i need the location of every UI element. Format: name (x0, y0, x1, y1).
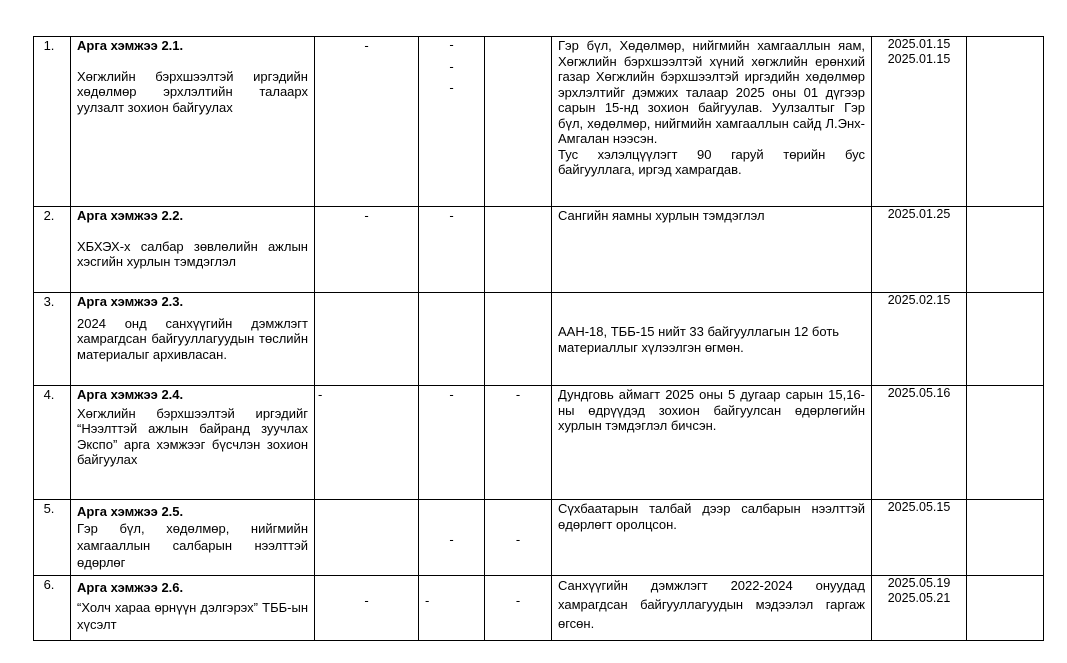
result-text: Сүхбаатарын талбай дээр салбарын нээлттэй өдөрлөгт оролцсон. (558, 501, 865, 532)
activity-cell (71, 500, 315, 576)
dash: - (449, 387, 454, 402)
col3-cell (315, 293, 419, 386)
dash: - (449, 59, 454, 74)
result-text: ААН-18, ТББ-15 нийт 33 байгууллагын 12 боть материаллыг хүлээлгэн өгмөн. (558, 324, 840, 355)
result-cell (552, 386, 872, 500)
activity-cell (71, 37, 315, 207)
activity-title: Арга хэмжээ 2.2. (77, 208, 184, 223)
dash: - (425, 593, 430, 608)
activity-description: “Холч хараа өрнүүн дэлгэрэх” ТББ-ын хүсэлт (77, 599, 308, 632)
row-number: 2. (34, 207, 71, 293)
result-text: Дундговь аймагт 2025 оны 5 дугаар сарын 15,16-ны өдрүүдэд зохион байгуулсан өдөрлөгийн хурлын тэмдэглэл бичсэн. (558, 387, 865, 433)
col4-cell (419, 576, 485, 641)
activity-description: Хөгжлийн бэрхшээлтэй иргэдийн хөдөлмөр эрхлэлтийн талаарх уулзалт зохион байгуулах (77, 68, 308, 115)
date: 2025.05.16 (887, 386, 951, 400)
col3-cell (315, 576, 419, 641)
activity-description: Гэр бүл, хөдөлмөр, нийгмийн хамгааллын салбарын нээлттэй өдөрлөг (77, 520, 308, 570)
col5-cell (485, 576, 552, 641)
date-cell (872, 500, 967, 576)
dash: - (515, 532, 521, 547)
table-row (34, 207, 1044, 293)
activity-cell (71, 386, 315, 500)
last-cell (967, 293, 1044, 386)
date-cell (872, 37, 967, 207)
date: 2025.01.25 (887, 207, 951, 221)
result-cell (552, 576, 872, 641)
activity-description: 2024 онд санхүүгийн дэмжлэгт хамрагдсан байгууллагуудын төслийн материалыг архивласан. (77, 315, 308, 362)
col4-cell (419, 293, 485, 386)
date: 2025.01.15 (887, 37, 951, 51)
col4-cell (419, 386, 485, 500)
col3-cell (315, 500, 419, 576)
col5-cell (485, 37, 552, 207)
activity-cell (71, 207, 315, 293)
result-text: Гэр бүл, Хөдөлмөр, нийгмийн хамгааллын яам, Хөгжлийн бэрхшээлтэй хүний хөгжлийн ерөнхий газар Хөгжлийн бэрхшээлтэй иргэдийн хөдөлмөр эрхлэлтийг дэмжих талаар 2025 оны 01 дүгээр сарын 15-нд зохион байгуулав. Уулзалтыг Гэр бүл, хөдөлмөр, нийгмийн хамгааллын сайд Л.Энх-Амгалан нээсэн. (558, 38, 865, 146)
activity-title: Арга хэмжээ 2.4. (77, 387, 184, 402)
col4-cell (419, 500, 485, 576)
activity-title: Арга хэмжээ 2.5. (77, 504, 184, 519)
activity-cell (71, 293, 315, 386)
date: 2025.01.15 (887, 52, 951, 66)
result-cell (552, 207, 872, 293)
result-cell (552, 293, 872, 386)
table-row (34, 37, 1044, 207)
col3-cell (315, 207, 419, 293)
row-number: 1. (34, 37, 71, 207)
activity-description: Хөгжлийн бэрхшээлтэй иргэдийг “Нээлттэй ажлын байранд зуучлах Экспо” арга хэмжээг бүсчлэн зохион байгуулах (77, 405, 308, 467)
last-cell (967, 386, 1044, 500)
col4-cell (419, 37, 485, 207)
activity-title: Арга хэмжээ 2.1. (77, 38, 184, 53)
dash: - (449, 532, 454, 547)
dash: - (364, 593, 369, 608)
activity-cell (71, 576, 315, 641)
result-text: Сангийн яамны хурлын тэмдэглэл (558, 208, 765, 223)
col5-cell (485, 500, 552, 576)
row-number: 4. (34, 386, 71, 500)
result-cell (552, 500, 872, 576)
dash: - (515, 387, 521, 402)
last-cell (967, 207, 1044, 293)
date-cell (872, 207, 967, 293)
col4-cell (419, 207, 485, 293)
activities-table (33, 36, 1044, 641)
dash: - (364, 38, 369, 53)
col5-cell (485, 386, 552, 500)
table-row (34, 576, 1044, 641)
activity-title: Арга хэмжээ 2.6. (77, 580, 184, 595)
col3-cell (315, 37, 419, 207)
row-number: 5. (34, 500, 71, 576)
date: 2025.05.21 (887, 591, 951, 605)
last-cell (967, 500, 1044, 576)
dash: - (449, 37, 454, 52)
col3-cell (315, 386, 419, 500)
dash: - (364, 208, 369, 223)
row-number: 6. (34, 576, 71, 641)
result-text: Санхүүгийн дэмжлэгт 2022-2024 онуудад хамрагдсан байгууллагуудын мэдээлэл гаргаж өгсөн. (558, 578, 865, 631)
table-row (34, 293, 1044, 386)
date: 2025.05.15 (887, 500, 951, 514)
dash: - (449, 80, 454, 95)
row-number: 3. (34, 293, 71, 386)
last-cell (967, 37, 1044, 207)
dash: - (449, 208, 454, 223)
last-cell (967, 576, 1044, 641)
activity-title: Арга хэмжээ 2.3. (77, 294, 184, 309)
date: 2025.05.19 (887, 576, 951, 590)
activity-description: ХБХЭХ-х салбар зөвлөлийн ажлын хэсгийн хурлын тэмдэглэл (77, 238, 308, 269)
table-row (34, 500, 1044, 576)
dash: - (515, 593, 521, 608)
table-row (34, 386, 1044, 500)
result-text: Тус хэлэлцүүлэгт 90 гаруй төрийн бус байгууллага, иргэд хамрагдав. (558, 146, 865, 177)
date-cell (872, 386, 967, 500)
date: 2025.02.15 (887, 293, 951, 307)
col5-cell (485, 207, 552, 293)
col5-cell (485, 293, 552, 386)
dash: - (318, 387, 323, 402)
result-cell (552, 37, 872, 207)
date-cell (872, 293, 967, 386)
date-cell (872, 576, 967, 641)
